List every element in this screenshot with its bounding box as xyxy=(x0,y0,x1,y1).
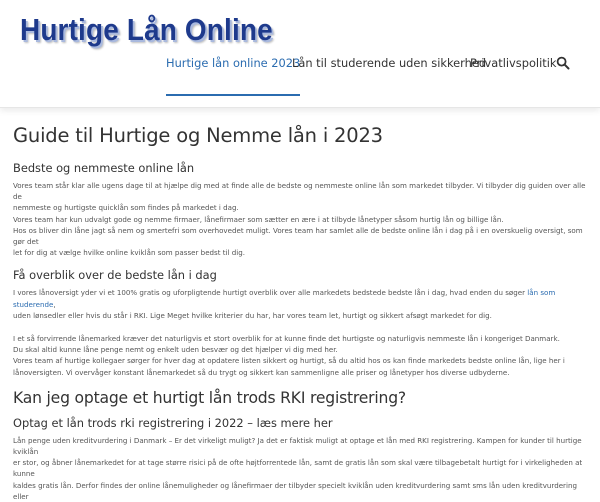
paragraph-line: Vores team af hurtige kollegaer sørger for hver dag at opdatere listen sikkert og hurtigt, så du altid hos os kan finde markedets bedste online lån, lige her i xyxy=(13,356,565,366)
nav-item-hurtige-lan[interactable]: Hurtige lån online 2023 xyxy=(166,54,300,94)
main-nav xyxy=(0,54,600,98)
section-heading-bedste: Bedste og nemmeste online lån xyxy=(13,161,195,175)
paragraph-line: er stor, og åbner lånemarkedet for at tage større risici på de ofte højtforrentede lån, samt de gratis lån som skal være tilbagebetalt hurtigt for i virkeligheden at kunne xyxy=(13,458,583,479)
paragraph-line: let for dig at vælge hvilke online kviklån som passer bedst til dig. xyxy=(13,248,245,258)
paragraph-line: Du skal altid kunne låne penge nemt og enkelt uden besvær og det hjælper vi dig med her. xyxy=(13,345,338,355)
paragraph-line: Hos os bliver din låne jagt så nem og smertefri som overhovedet muligt. Vores team har samlet alle de bedste online lån i dag på i en overskuelig oversigt, som gør det xyxy=(13,225,583,247)
section-heading-overblik: Få overblik over de bedste lån i dag xyxy=(13,268,217,283)
site-header xyxy=(0,0,600,108)
text-span: , xyxy=(53,299,56,309)
site-logo[interactable]: Hurtige Lån Online xyxy=(20,12,273,47)
nav-item-studerende[interactable]: Lån til studerende uden sikkerhed xyxy=(292,56,487,70)
section-body-rki xyxy=(13,435,588,502)
paragraph-line: Lån penge uden kreditvurdering i Danmark – Er det virkeligt muligt? Ja det er faktisk muligt at optage et lån med RKI registrering. Kampen for kunder til hurtige kviklån xyxy=(13,435,582,457)
paragraph-line: I et så forvirrende lånemarked kræver det naturligvis et stort overblik for at kunne finde det hurtigste og naturligvis nemmeste lån i kongeriget Danmark. xyxy=(13,334,560,344)
section-heading-rki: Kan jeg optage et hurtigt lån trods RKI registrering? xyxy=(13,388,406,407)
link-lan-som-studerende[interactable]: lån som studerende xyxy=(13,288,556,309)
section-body-overblik xyxy=(13,287,588,377)
article xyxy=(13,124,588,502)
paragraph-line: lånoversigten. Vi overvåger konstant lånemarkedet så du trygt og sikkert kan sammenligne alle priser og lånetyper hos diverse udbyderne. xyxy=(13,367,510,377)
paragraph-line: Vores team står klar alle ugens dage til at hjælpe dig med at finde alle de bedste og nemmeste online lån som markedet tilbyder. Vi tilbyder dig guiden over alle de xyxy=(13,181,586,202)
section-body-bedste xyxy=(13,180,588,258)
paragraph-line xyxy=(13,287,588,309)
paragraph-line: uden lønsedler eller hvis du står i RKI. Lige Meget hvilke kriterier du har, har vores team let, hurtigt og sikkert afsøgt markedet for dig. xyxy=(13,310,492,320)
text-span: I vores lånoversigt yder vi et 100% gratis og uforpligtende hurtigt overblik over alle markedets bedstede bedste lån i dag, hvad enden du søger xyxy=(13,288,528,298)
search-icon[interactable] xyxy=(556,56,570,70)
paragraph-line: nemmeste og hurtigste quicklån som findes på markedet i dag. xyxy=(13,203,239,213)
section-subheading-rki: Optag et lån trods rki registrering i 2022 – læs mere her xyxy=(13,415,333,430)
paragraph-line: Vores team har kun udvalgt gode og nemme firmaer, lånefirmaer som sætter en ære i at tilbyde lånetyper såsom hurtig lån og billige lån. xyxy=(13,214,504,224)
page-title: Guide til Hurtige og Nemme lån i 2023 xyxy=(13,124,383,147)
paragraph-line: kaldes gratis lån. Derfor findes der online lånemuligheder og lånefirmaer der tilbyder specielt kviklån uden kreditvurdering samt sms lån uden kreditvurdering eller xyxy=(13,480,577,501)
nav-item-privatlivspolitik[interactable]: Privatlivspolitik xyxy=(470,56,557,70)
